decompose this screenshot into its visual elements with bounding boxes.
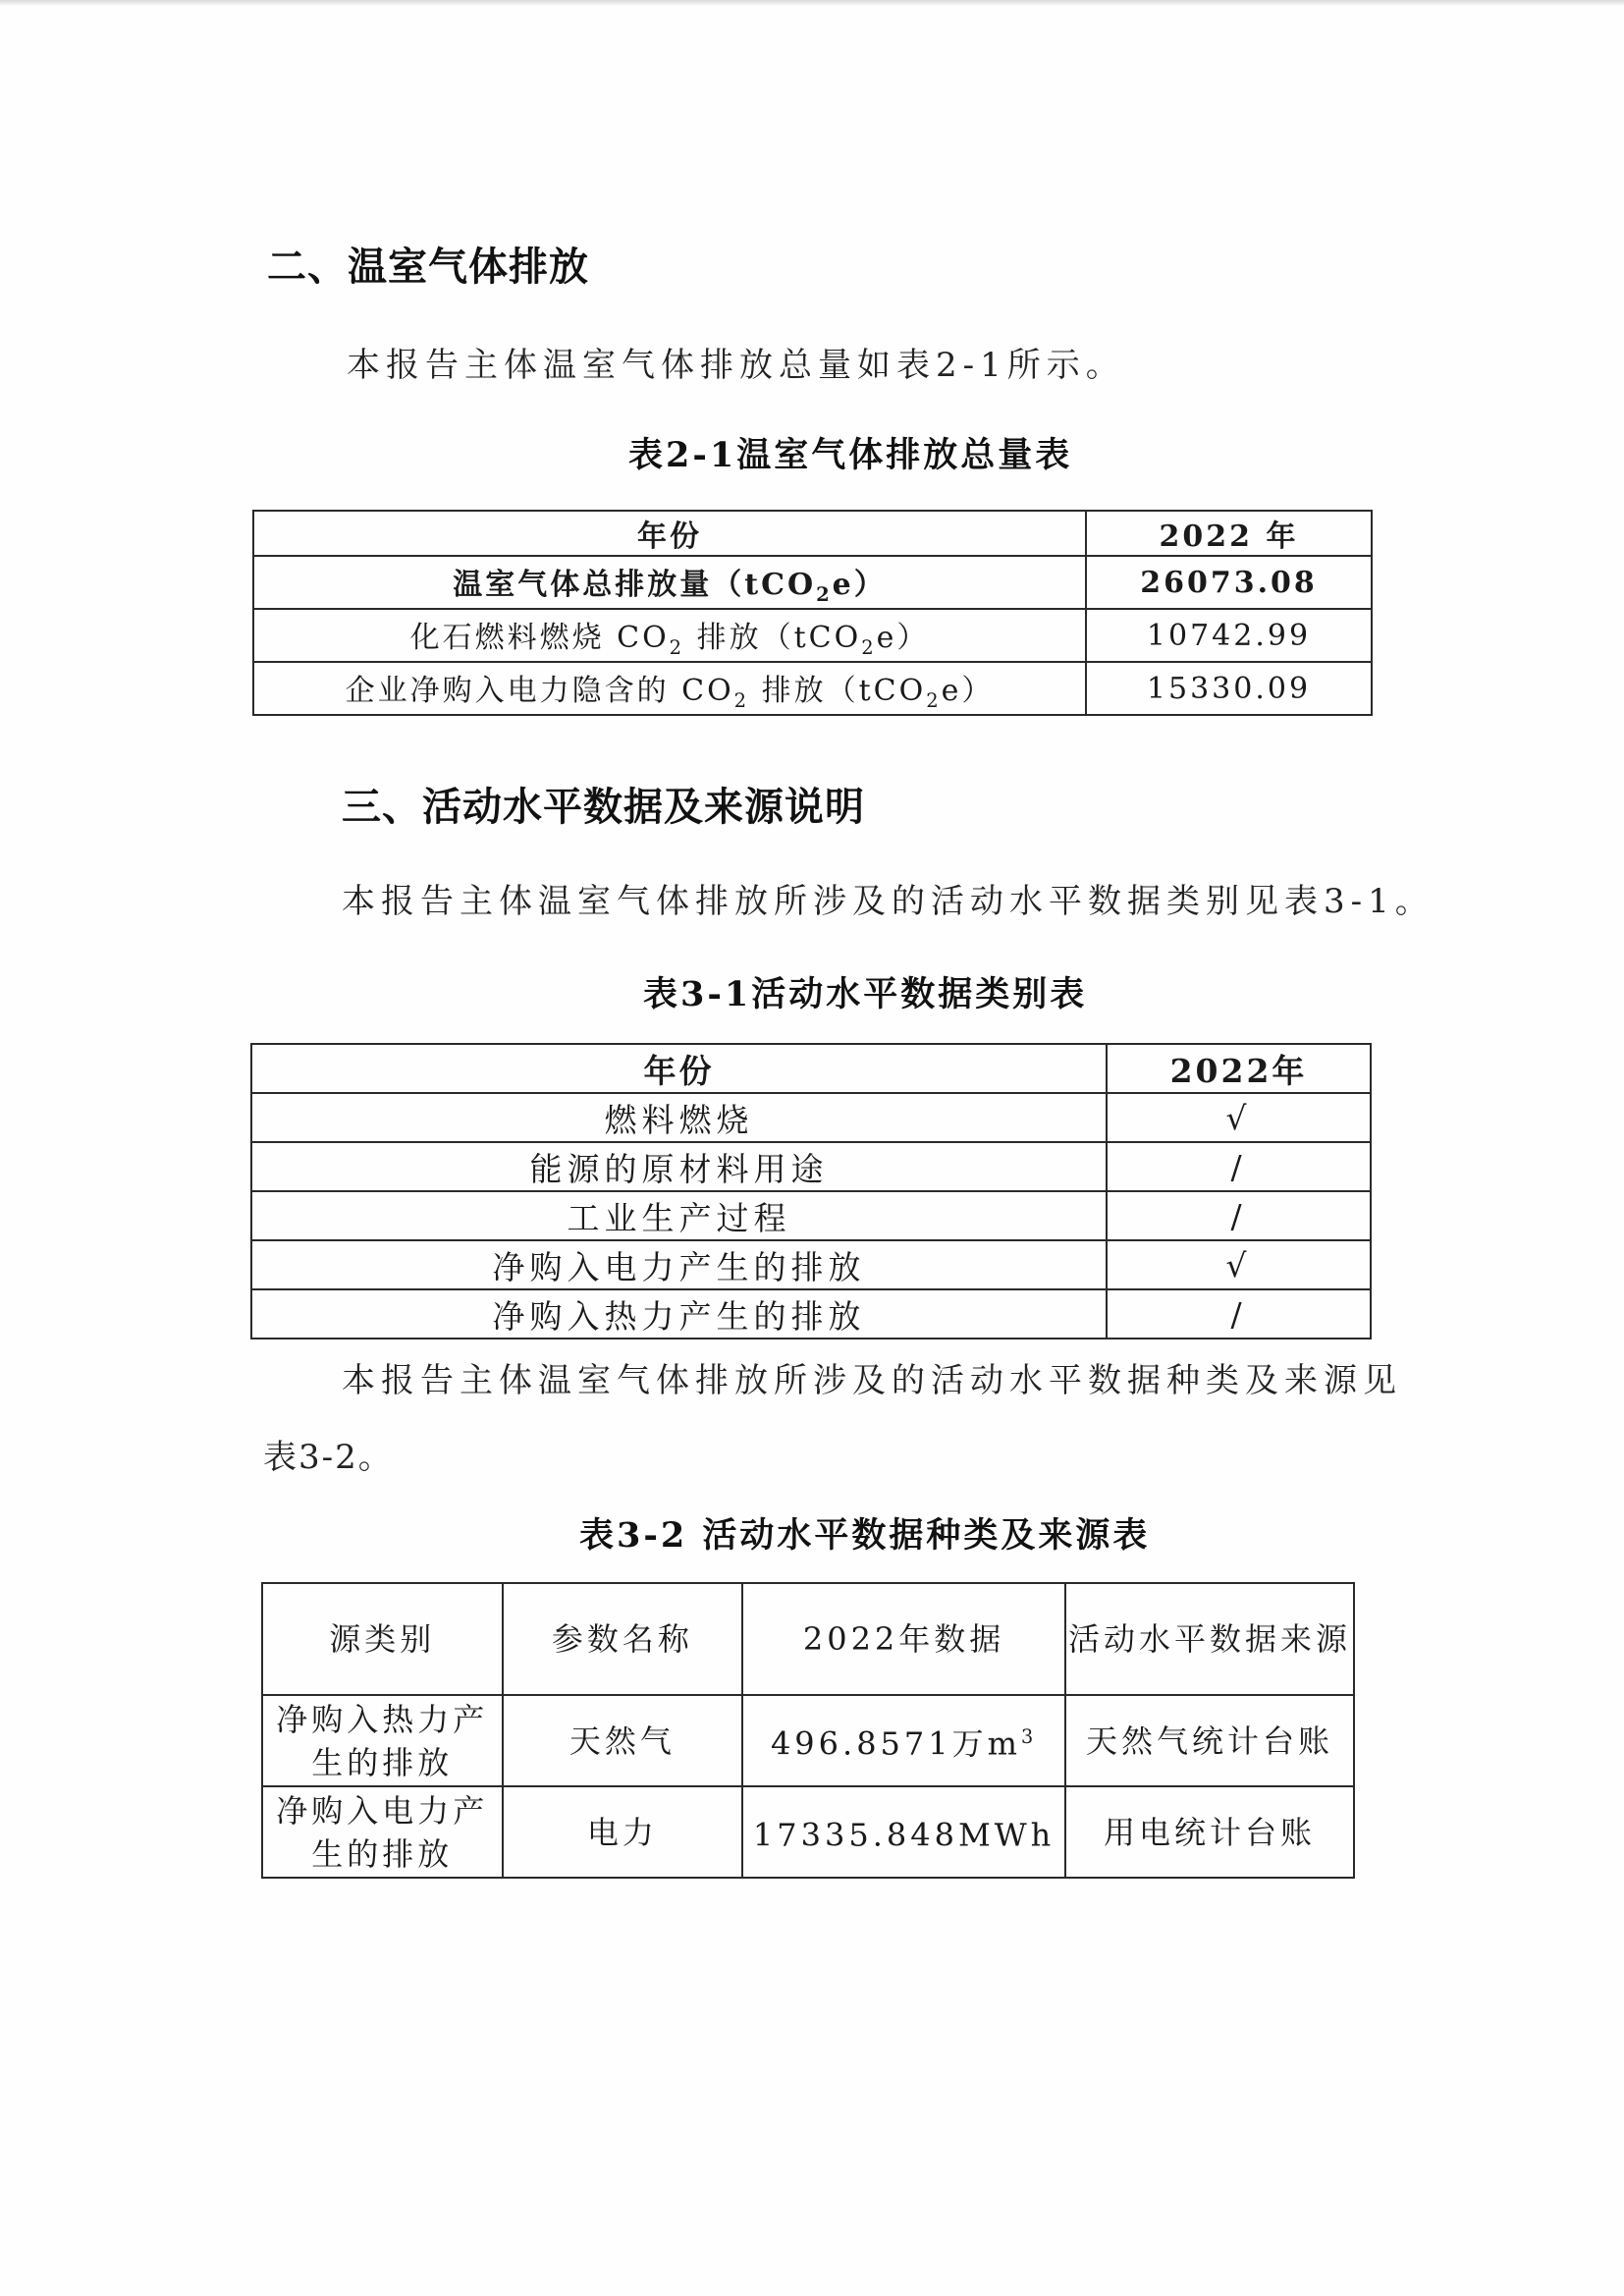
section-2-intro: 本报告主体温室气体排放总量如表2-1所示。 — [347, 346, 1125, 385]
table-row — [251, 1289, 1371, 1339]
table-row — [262, 1695, 1354, 1786]
section-3-intro: 本报告主体温室气体排放所涉及的活动水平数据类别见表3-1。 — [342, 882, 1435, 921]
cell-param: 电力 — [503, 1786, 743, 1878]
row-label: 工业生产过程 — [251, 1191, 1107, 1240]
table-3-1 — [250, 1043, 1372, 1339]
row-mark: / — [1107, 1289, 1371, 1339]
table-3-2-caption: 表3-2 活动水平数据种类及来源表 — [579, 1515, 1151, 1556]
section-3-para-line-2: 表3-2。 — [263, 1438, 394, 1477]
row-label: 企业净购入电力隐含的 $CO_2$ 排放（tCO$_2$e） — [253, 662, 1086, 715]
header-data: 2022年数据 — [742, 1583, 1065, 1695]
row-value: 15330.09 — [1086, 662, 1372, 715]
table-3-1-caption: 表3-1活动水平数据类别表 — [643, 974, 1088, 1014]
header-year-value: 2022 年 — [1086, 511, 1372, 556]
cell-data: 17335.848MWh — [742, 1786, 1065, 1878]
cell-param: 天然气 — [503, 1695, 743, 1786]
header-year-value: 2022年 — [1107, 1044, 1371, 1093]
row-mark: √ — [1107, 1240, 1371, 1289]
table-row — [251, 1191, 1371, 1240]
section-3-heading: 三、活动水平数据及来源说明 — [342, 785, 865, 830]
row-value: 26073.08 — [1086, 556, 1372, 609]
table-header-row — [262, 1583, 1354, 1695]
cell-data: 496.8571万$m^3$ — [742, 1695, 1065, 1786]
row-label: 能源的原材料用途 — [251, 1142, 1107, 1191]
header-year-label: 年份 — [253, 511, 1086, 556]
row-label: 温室气体总排放量（tCO$_2$e） — [253, 556, 1086, 609]
table-row — [251, 1240, 1371, 1289]
table-row — [251, 1093, 1371, 1142]
header-source-type: 源类别 — [262, 1583, 503, 1695]
table-row — [253, 662, 1372, 715]
table-row — [253, 609, 1372, 662]
row-mark: √ — [1107, 1093, 1371, 1142]
table-row — [262, 1786, 1354, 1878]
cell-source-type: 净购入电力产生的排放 — [262, 1786, 503, 1878]
header-param: 参数名称 — [503, 1583, 743, 1695]
row-mark: / — [1107, 1191, 1371, 1240]
table-2-1 — [252, 510, 1373, 716]
cell-origin: 用电统计台账 — [1065, 1786, 1354, 1878]
section-2-heading: 二、温室气体排放 — [267, 245, 589, 290]
header-year-label: 年份 — [251, 1044, 1107, 1093]
section-3-para-line-1: 本报告主体温室气体排放所涉及的活动水平数据种类及来源见 — [342, 1361, 1402, 1400]
table-3-2 — [261, 1582, 1355, 1879]
row-value: 10742.99 — [1086, 609, 1372, 662]
scan-edge — [0, 0, 1624, 6]
cell-origin: 天然气统计台账 — [1065, 1695, 1354, 1786]
table-row — [253, 556, 1372, 609]
cell-source-type: 净购入热力产生的排放 — [262, 1695, 503, 1786]
header-origin: 活动水平数据来源 — [1065, 1583, 1354, 1695]
row-label: 净购入电力产生的排放 — [251, 1240, 1107, 1289]
table-header-row — [251, 1044, 1371, 1093]
table-row — [251, 1142, 1371, 1191]
row-label: 净购入热力产生的排放 — [251, 1289, 1107, 1339]
table-header-row — [253, 511, 1372, 556]
table-2-1-caption: 表2-1温室气体排放总量表 — [628, 435, 1073, 475]
row-mark: / — [1107, 1142, 1371, 1191]
row-label: 燃料燃烧 — [251, 1093, 1107, 1142]
row-label: 化石燃料燃烧 $CO_2$ 排放（tCO$_2$e） — [253, 609, 1086, 662]
